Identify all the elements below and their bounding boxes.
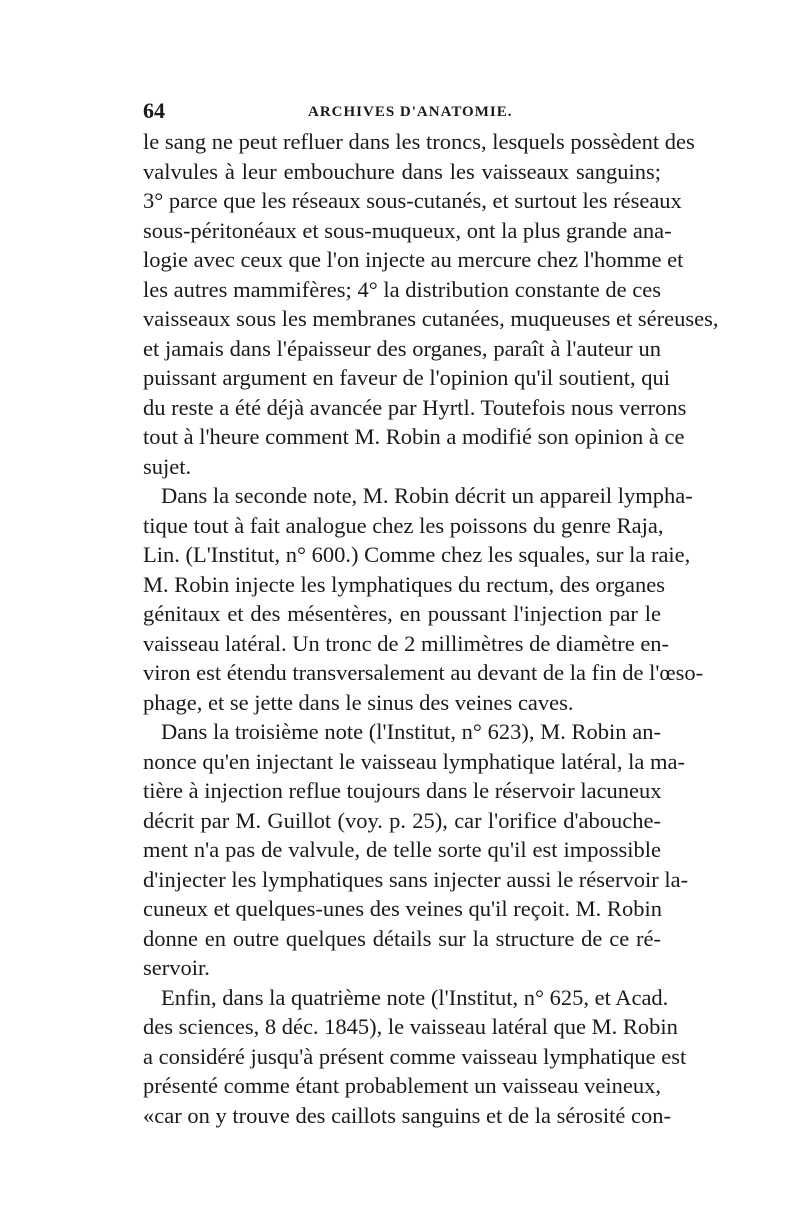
- text-line: phage, et se jette dans le sinus des veines caves.: [143, 689, 574, 715]
- text-line: servoir.: [143, 955, 210, 980]
- text-line: nonce qu'en injectant le vaisseau lymphatique latéral, la ma-: [143, 748, 685, 774]
- text-line: a considéré jusqu'à présent comme vaisseau lymphatique est: [143, 1043, 687, 1069]
- text-line: vaisseaux sous les membranes cutanées, muqueuses et séreuses,: [143, 306, 719, 331]
- text-line: le sang ne peut refluer dans les troncs, lesquels possèdent des: [143, 129, 695, 154]
- text-line: ment n'a pas de valvule, de telle sorte qu'il est impossible: [143, 837, 661, 862]
- paragraph-start-line: Dans la seconde note, M. Robin décrit un appareil lympha-: [161, 483, 693, 508]
- text-line: cuneux et quelques-unes des veines qu'il reçoit. M. Robin: [143, 896, 662, 921]
- text-line: sujet.: [143, 453, 192, 479]
- page-number: 64: [143, 98, 165, 123]
- text-line: donne en outre quelques détails sur la structure de ce ré-: [143, 925, 661, 951]
- text-line: tique tout à fait analogue chez les poissons du genre Raja,: [143, 512, 664, 538]
- paragraph-start-line: Enfin, dans la quatrième note (l'Institut, n° 625, et Acad.: [161, 984, 669, 1010]
- running-head: ARCHIVES D'ANATOMIE.: [308, 104, 513, 120]
- page-header: [143, 98, 663, 128]
- text-line: sous-péritonéaux et sous-muqueux, ont la plus grande ana-: [143, 217, 672, 243]
- text-line: «car on y trouve des caillots sanguins et de la sérosité con-: [143, 1102, 671, 1128]
- paragraph-start-line: Dans la troisième note (l'Institut, n° 623), M. Robin an-: [161, 719, 661, 744]
- text-line: et jamais dans l'épaisseur des organes, paraît à l'auteur un: [143, 335, 661, 361]
- text-line: décrit par M. Guillot (voy. p. 25), car l'orifice d'abouche-: [143, 807, 661, 833]
- text-line: logie avec ceux que l'on injecte au mercure chez l'homme et: [143, 247, 684, 272]
- text-line: 3° parce que les réseaux sous-cutanés, et surtout les réseaux: [143, 188, 682, 213]
- text-line: viron est étendu transversalement au devant de la fin de l'œso-: [143, 660, 704, 685]
- text-line: M. Robin injecte les lymphatiques du rectum, des organes: [143, 571, 665, 597]
- text-line: Lin. (L'Institut, n° 600.) Comme chez les squales, sur la raie,: [143, 542, 691, 567]
- text-line: présenté comme étant probablement un vaisseau veineux,: [143, 1073, 661, 1098]
- text-line: génitaux et des mésentères, en poussant l'injection par le: [143, 601, 661, 626]
- text-line: vaisseau latéral. Un tronc de 2 millimètres de diamètre en-: [143, 630, 670, 656]
- text-line: valvules à leur embouchure dans les vaisseaux sanguins;: [143, 158, 661, 184]
- text-line: tout à l'heure comment M. Robin a modifié son opinion à ce: [143, 424, 685, 449]
- text-line: les autres mammifères; 4° la distribution constante de ces: [143, 276, 661, 302]
- text-line: tière à injection reflue toujours dans le réservoir lacuneux: [143, 778, 662, 803]
- text-line: d'injecter les lymphatiques sans injecter aussi le réservoir la-: [143, 866, 689, 892]
- text-line: puissant argument en faveur de l'opinion qu'il soutient, qui: [143, 365, 670, 390]
- body-text: [143, 127, 719, 1130]
- text-line: du reste a été déjà avancée par Hyrtl. Toutefois nous verrons: [143, 394, 687, 420]
- text-line: des sciences, 8 déc. 1845), le vaisseau latéral que M. Robin: [143, 1014, 678, 1039]
